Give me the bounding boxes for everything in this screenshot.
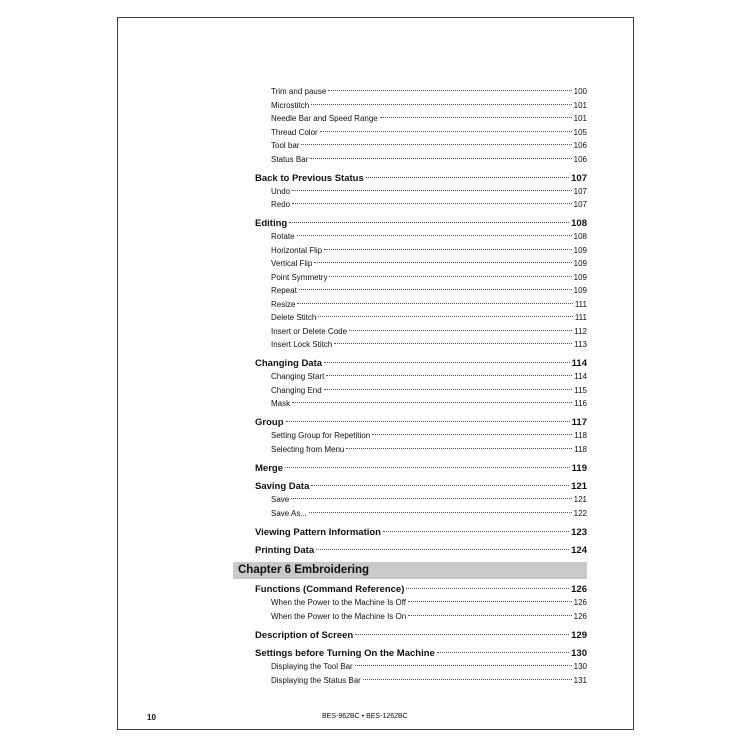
toc-entry-label: Merge [255,462,283,474]
dot-leader [309,512,572,513]
dot-leader [311,485,569,486]
footer-model-name: BES-962BC • BES-1262BC [322,713,408,720]
toc-entry-label: Displaying the Status Bar [271,675,361,685]
toc-subentry [255,114,587,128]
toc-entry-page: 118 [574,431,587,440]
toc-entry-label: Tool bar [271,141,300,150]
toc-entry-label: When the Power to the Machine Is On [271,611,407,621]
toc-entry-page: 100 [573,87,587,96]
toc-entry-page: 108 [573,232,587,241]
toc-entry-label: Changing Start [271,372,325,381]
dot-leader [346,448,572,449]
toc-entry-label: Horizontal Flip [271,245,323,255]
toc-section-entry [255,417,587,431]
toc-entry-label: Vertical Flip [271,259,313,268]
toc-entry-page: 121 [573,495,587,504]
dot-leader [318,316,572,317]
toc-entry-label: Needle Bar and Speed Range [271,114,378,123]
dot-leader [328,90,571,91]
toc-subentry [255,612,587,626]
dot-leader [355,665,572,666]
toc-entry-label: Thread Color [271,127,318,137]
toc-entry-label: Description of Screen [255,629,354,641]
dot-leader [324,249,572,250]
chapter-table-of-contents [255,584,587,689]
dot-leader [363,679,572,680]
toc-section-entry [255,648,587,662]
dot-leader [324,362,570,363]
toc-entry-label: Status Bar [271,154,309,164]
toc-entry-label: Microstitch [271,100,310,110]
toc-section-entry [255,173,587,187]
dot-leader [437,652,569,653]
chapter-title: Chapter 6 Embroidering [238,564,369,576]
dot-leader [314,262,571,263]
toc-entry-page: 101 [573,114,587,123]
toc-subentry [255,431,587,445]
dot-leader [301,144,571,145]
toc-section-entry [255,463,587,477]
toc-entry-page: 112 [574,326,587,336]
toc-subentry [255,399,587,413]
toc-entry-label: Saving Data [255,481,310,492]
toc-subentry [255,155,587,169]
toc-subentry [255,200,587,214]
toc-entry-page: 126 [573,598,587,607]
toc-entry-label: Insert or Delete Code [271,326,348,336]
dot-leader [372,434,572,435]
toc-entry-page: 114 [571,358,587,369]
toc-entry-page: 105 [573,127,587,137]
toc-entry-label: Printing Data [255,545,315,556]
toc-entry-label: Undo [271,186,291,196]
toc-entry-page: 130 [573,662,587,671]
toc-section-entry [255,527,587,541]
toc-entry-page: 101 [573,100,587,110]
toc-entry-label: Back to Previous Status [255,172,364,184]
dot-leader [408,601,572,602]
toc-subentry [255,101,587,115]
toc-entry-page: 118 [574,444,587,454]
dot-leader [299,289,572,290]
dot-leader [292,203,572,204]
toc-entry-page: 122 [573,508,587,518]
toc-entry-label: When the Power to the Machine Is Off [271,598,407,607]
toc-entry-label: Save [271,495,290,504]
toc-entry-page: 126 [571,584,587,595]
toc-entry-page: 111 [574,299,587,309]
toc-entry-label: Delete Stitch [271,313,317,322]
toc-subentry [255,327,587,341]
dot-leader [320,131,572,132]
dot-leader [311,104,571,105]
toc-subentry [255,598,587,612]
toc-entry-label: Functions (Command Reference) [255,584,405,595]
toc-section-entry [255,545,587,559]
dot-leader [349,330,572,331]
toc-subentry [255,340,587,354]
toc-subentry [255,246,587,260]
toc-entry-page: 107 [573,186,587,196]
toc-subentry [255,259,587,273]
dot-leader [286,421,570,422]
dot-leader [334,343,572,344]
toc-entry-label: Save As... [271,508,308,518]
toc-entry-label: Insert Lock Stitch [271,340,333,349]
toc-subentry [255,187,587,201]
toc-entry-page: 109 [573,259,587,268]
toc-entry-page: 126 [573,611,587,621]
toc-entry-label: Displaying the Tool Bar [271,662,353,671]
toc-entry-label: Trim and pause [271,87,327,96]
toc-entry-page: 129 [571,629,587,641]
toc-entry-page: 117 [571,417,587,428]
toc-entry-page: 109 [573,272,587,282]
toc-entry-page: 109 [573,286,587,295]
dot-leader [366,177,569,178]
dot-leader [380,117,572,118]
toc-entry-page: 123 [571,526,587,538]
dot-leader [292,402,572,403]
toc-entry-label: Editing [255,218,288,229]
toc-subentry [255,128,587,142]
toc-entry-page: 111 [574,313,587,322]
table-of-contents [255,87,587,559]
toc-entry-page: 124 [571,545,587,556]
toc-subentry [255,273,587,287]
toc-entry-page: 113 [574,340,587,349]
dot-leader [297,235,572,236]
dot-leader [383,531,569,532]
toc-entry-page: 109 [573,245,587,255]
dot-leader [289,222,569,223]
toc-entry-page: 108 [571,218,587,229]
dot-leader [406,588,569,589]
toc-subentry [255,87,587,101]
toc-subentry [255,313,587,327]
toc-entry-page: 115 [574,385,587,395]
toc-section-entry [255,630,587,644]
toc-entry-label: Changing End [271,385,322,395]
toc-section-entry [255,481,587,495]
dot-leader [324,389,573,390]
toc-section-entry [255,358,587,372]
dot-leader [316,549,569,550]
toc-section-entry [255,218,587,232]
dot-leader [326,375,572,376]
toc-entry-label: Selecting from Menu [271,444,345,454]
toc-entry-page: 114 [574,372,587,381]
toc-subentry [255,372,587,386]
toc-entry-label: Viewing Pattern Information [255,526,381,538]
toc-entry-page: 116 [574,399,587,408]
toc-subentry [255,232,587,246]
toc-entry-label: Resize [271,299,296,309]
toc-section-entry [255,584,587,598]
toc-entry-page: 106 [573,154,587,164]
toc-entry-label: Mask [271,399,291,408]
toc-entry-page: 106 [573,141,587,150]
toc-subentry [255,495,587,509]
toc-subentry [255,300,587,314]
dot-leader [408,615,571,616]
dot-leader [285,467,570,468]
dot-leader [355,634,569,635]
toc-subentry [255,286,587,300]
toc-entry-page: 107 [571,172,587,184]
footer-page-number: 10 [147,713,156,722]
toc-subentry [255,676,587,690]
dot-leader [310,158,571,159]
toc-subentry [255,386,587,400]
toc-subentry [255,445,587,459]
toc-entry-label: Point Symmetry [271,272,328,282]
toc-entry-page: 121 [571,481,587,492]
toc-entry-label: Repeat [271,286,297,295]
toc-subentry [255,509,587,523]
toc-entry-label: Group [255,417,284,428]
toc-entry-label: Rotate [271,232,295,241]
toc-entry-page: 119 [571,462,587,474]
dot-leader [297,303,572,304]
toc-subentry [255,662,587,676]
toc-entry-label: Setting Group for Repetition [271,431,371,440]
toc-entry-label: Changing Data [255,358,323,369]
toc-entry-page: 107 [573,200,587,209]
dot-leader [329,276,571,277]
toc-entry-page: 131 [573,675,587,685]
toc-subentry [255,141,587,155]
dot-leader [292,190,572,191]
chapter-heading [233,562,587,579]
toc-entry-label: Redo [271,200,291,209]
toc-entry-page: 130 [571,648,587,659]
toc-entry-label: Settings before Turning On the Machine [255,648,435,659]
dot-leader [291,498,571,499]
